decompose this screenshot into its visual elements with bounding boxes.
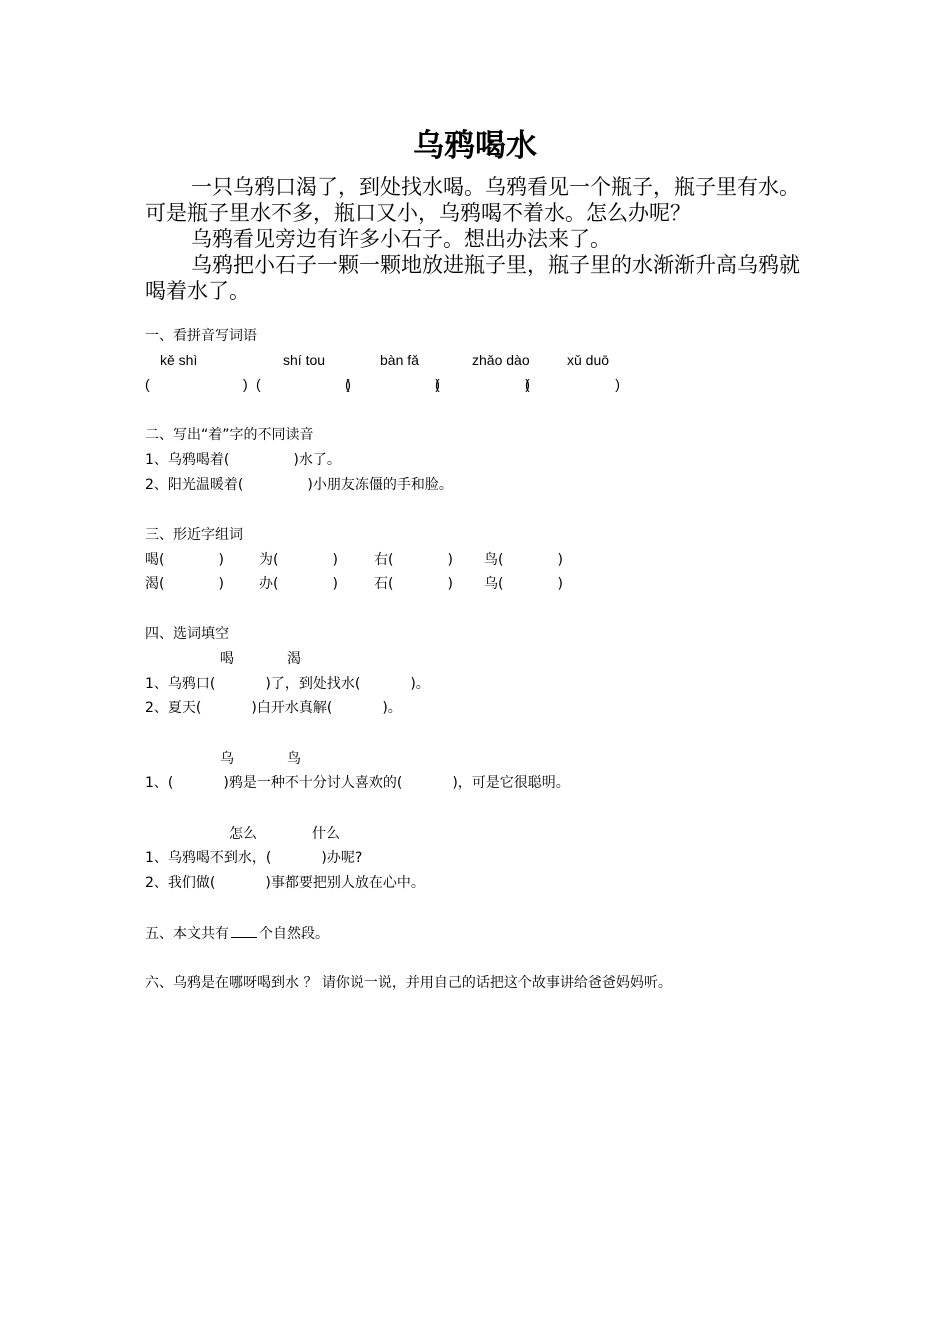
word-group-r2c1[interactable]: 渴( ) (145, 576, 224, 592)
story-paragraph-3: 乌鸦把小石子一颗一颗地放进瓶子里，瓶子里的水渐渐升高乌鸦就喝着水了。 (145, 253, 800, 303)
char-r1c2: 为 (259, 552, 273, 568)
answer-blank-3[interactable]: ( ) (345, 376, 440, 392)
choice-word-6: 什么 (312, 826, 340, 842)
answer-blank-5[interactable]: ( ) (525, 376, 620, 392)
char-r1c4: 鸟 (484, 552, 498, 568)
pinyin-1: kě shì (160, 352, 198, 368)
story-paragraph-2: 乌鸦看见旁边有许多小石子。想出办法来了。 (191, 227, 611, 251)
pinyin-2: shí tou (283, 352, 326, 368)
answer-blank-1[interactable]: ( ) (145, 376, 248, 392)
section-5-post: 个自然段。 (259, 926, 329, 942)
page-title: 乌鸦喝水 (413, 128, 537, 164)
char-r1c3: 右 (374, 552, 388, 568)
story-text (145, 174, 815, 304)
story-paragraph-1: 一只乌鸦口渴了，到处找水喝。乌鸦看见一个瓶子，瓶子里有水。可是瓶子里水不多，瓶口又小，乌鸦喝不着水。怎么办呢？ (145, 175, 800, 225)
section-6: 六、乌鸦是在哪呀喝到水 ？ 请你说一说，并用自己的话把这个故事讲给爸爸妈妈听。 (145, 975, 672, 991)
choice-word-5: 怎么 (229, 826, 257, 842)
section-1-heading: 一、看拼音写词语 (145, 328, 257, 344)
sec2-item-1-post: )水了。 (293, 452, 341, 468)
pinyin-5: xǔ duō (567, 352, 610, 368)
pinyin-4: zhǎo dào (472, 352, 530, 368)
sec2-item-2[interactable] (145, 475, 453, 495)
char-r2c3: 石 (374, 576, 388, 592)
word-group-r2c4[interactable]: 乌( ) (484, 576, 563, 592)
sec2-item-2-post: )小朋友冻僵的手和脸。 (307, 477, 453, 493)
section-2-heading: 二、写出“着”字的不同读音 (145, 427, 314, 443)
word-group-r1c1[interactable]: 喝( ) (145, 552, 224, 568)
sec4-g1-item-2[interactable]: 2、夏天( )白开水真解( )。 (145, 700, 402, 716)
choice-word-4: 鸟 (287, 751, 301, 767)
answer-blank-4[interactable]: ( ) (435, 376, 530, 392)
section-5[interactable] (145, 924, 329, 944)
section-3-heading: 三、形近字组词 (145, 527, 243, 543)
paragraph-count-blank[interactable] (231, 924, 257, 938)
word-group-r1c3[interactable]: 右( ) (374, 552, 453, 568)
word-group-r2c2[interactable]: 办( ) (259, 576, 338, 592)
section-5-pre: 五、本文共有 (145, 926, 229, 942)
char-r2c2: 办 (259, 576, 273, 592)
sec4-g3-item-2[interactable]: 2、我们做( )事都要把别人放在心中。 (145, 875, 425, 891)
char-r1c1: 喝 (145, 552, 159, 568)
sec4-g2-item-1[interactable]: 1、( )鸦是一种不十分讨人喜欢的( )，可是它很聪明。 (145, 775, 570, 791)
choice-word-2: 渴 (287, 651, 301, 667)
sec4-g1-item-1[interactable]: 1、乌鸦口( )了，到处找水( )。 (145, 676, 430, 692)
char-r2c1: 渴 (145, 576, 159, 592)
word-group-r1c2[interactable]: 为( ) (259, 552, 338, 568)
sec4-g3-item-1[interactable]: 1、乌鸦喝不到水，( )办呢? (145, 850, 363, 866)
word-group-r2c3[interactable]: 石( ) (374, 576, 453, 592)
char-r2c4: 乌 (484, 576, 498, 592)
answer-blank-2[interactable]: ( ) (256, 376, 351, 392)
sec2-item-1[interactable] (145, 450, 341, 470)
word-group-r1c4[interactable]: 鸟( ) (484, 552, 563, 568)
pinyin-3: bàn fǎ (380, 352, 419, 368)
sec2-item-1-pre: 1、乌鸦喝着( (145, 452, 230, 468)
section-4-heading: 四、选词填空 (145, 626, 229, 642)
choice-word-1: 喝 (220, 651, 234, 667)
choice-word-3: 乌 (220, 751, 234, 767)
sec2-item-2-pre: 2、阳光温暖着( (145, 477, 244, 493)
